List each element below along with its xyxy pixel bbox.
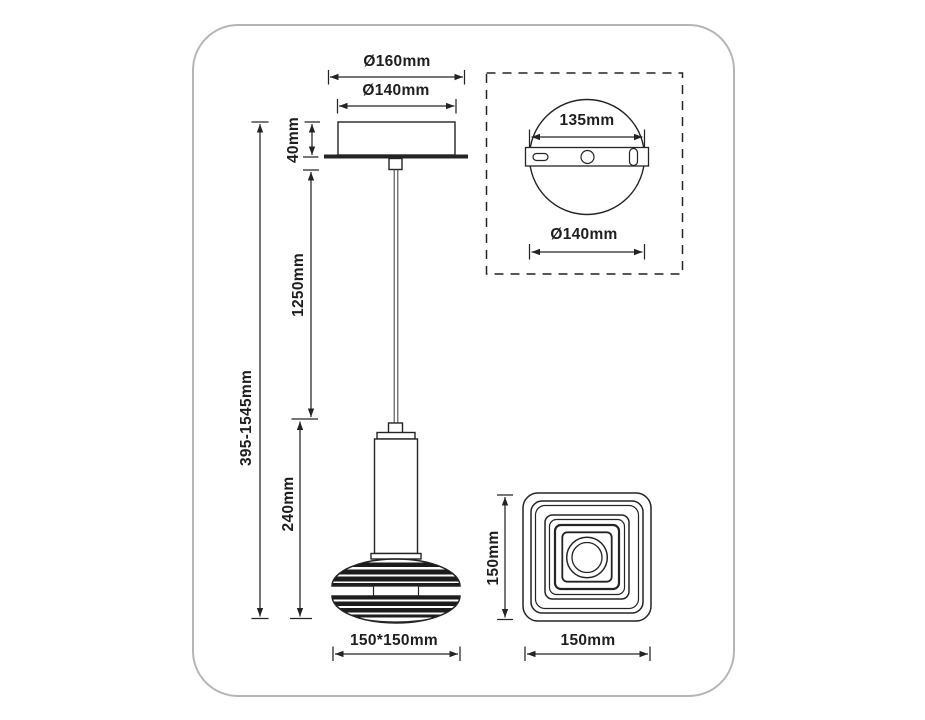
dim-bracket-width — [530, 130, 645, 148]
mount-bracket — [526, 148, 649, 167]
layered-shade-side — [328, 559, 464, 623]
label-overall-height: 395-1545mm — [238, 369, 255, 467]
label-shade-depth: 150mm — [485, 530, 502, 586]
suspension-cord — [394, 170, 398, 424]
label-cord-length: 1250mm — [290, 253, 307, 317]
label-canopy-height: 40mm — [285, 116, 302, 164]
label-canopy-outer-diameter: Ø160mm — [363, 53, 431, 70]
dim-canopy-height — [303, 122, 320, 157]
nested-square-rings — [523, 493, 651, 621]
label-canopy-body-diameter: Ø140mm — [362, 82, 430, 99]
label-shade-footprint: 150*150mm — [349, 632, 439, 649]
label-bracket-width: 135mm — [559, 112, 615, 129]
lamp-body — [371, 423, 421, 559]
side-view-lamp — [324, 122, 468, 623]
label-lamp-body-height: 240mm — [280, 476, 297, 532]
canopy-outline — [324, 122, 468, 170]
label-plate-diameter: Ø140mm — [550, 226, 618, 243]
label-shade-width: 150mm — [560, 632, 616, 649]
dim-plate-diameter — [530, 244, 645, 260]
dim-canopy-body-diameter — [338, 99, 457, 114]
